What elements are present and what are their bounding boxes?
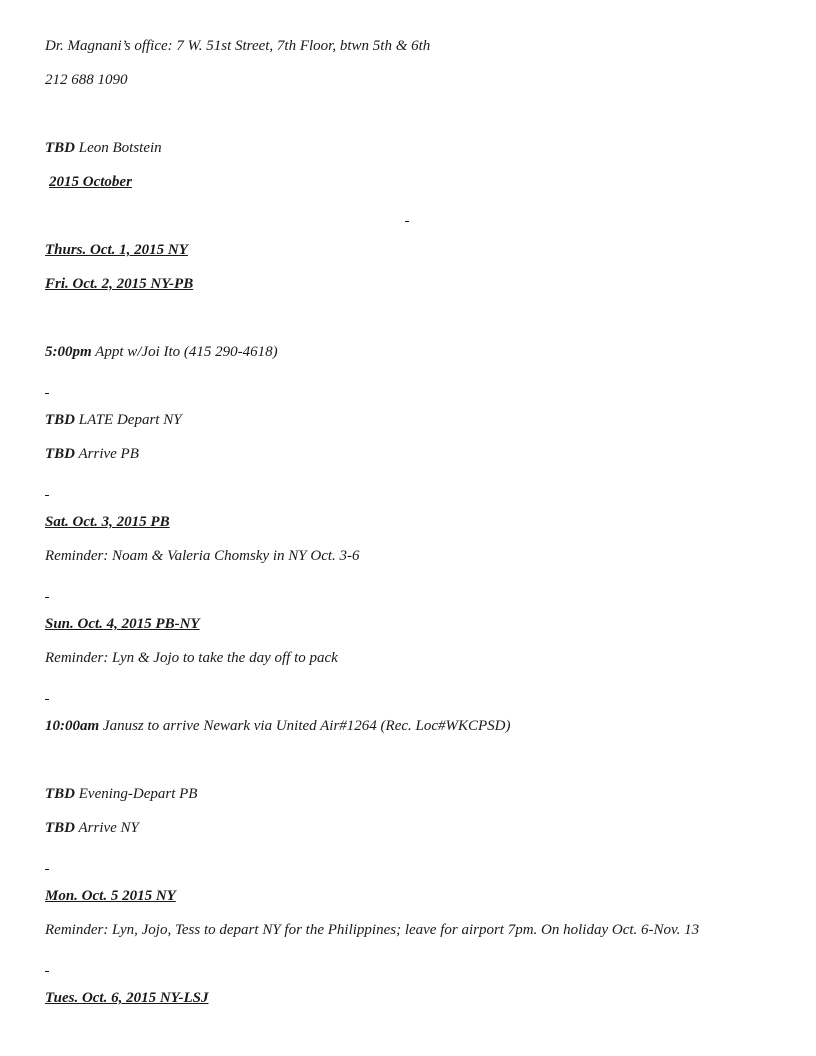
day-heading-oct3: Sat. Oct. 3, 2015 PB <box>45 514 170 530</box>
entry-text: Leon Botstein <box>78 140 162 156</box>
entry-text: Janusz to arrive Newark via United Air#1264 (Rec. Loc#WKCPSD) <box>102 718 511 734</box>
office-phone: 212 688 1090 <box>45 72 128 88</box>
entry-time: TBD <box>45 412 75 428</box>
entry-time: TBD <box>45 140 75 156</box>
entry-depart-pb <box>45 785 197 803</box>
entry-time: 10:00am <box>45 718 100 734</box>
blank-mark <box>45 869 49 870</box>
entry-joi-ito <box>45 343 278 361</box>
blank-mark <box>45 699 49 700</box>
entry-arrive-ny <box>45 819 139 837</box>
entry-text: LATE Depart NY <box>78 412 182 428</box>
entry-arrive-pb <box>45 445 139 463</box>
blank-mark <box>45 393 49 394</box>
reminder-pack: Reminder: Lyn & Jojo to take the day off to pack <box>45 650 338 666</box>
day-heading-oct4: Sun. Oct. 4, 2015 PB-NY <box>45 616 200 632</box>
entry-botstein <box>45 139 162 157</box>
entry-text: Evening-Depart PB <box>78 786 198 802</box>
day-heading-oct2: Fri. Oct. 2, 2015 NY-PB <box>45 276 194 292</box>
entry-janusz <box>45 717 511 735</box>
entry-text: Arrive PB <box>78 446 139 462</box>
reminder-chomsky: Reminder: Noam & Valeria Chomsky in NY Oct. 3-6 <box>45 548 360 564</box>
blank-mark <box>45 495 49 496</box>
entry-time: TBD <box>45 820 75 836</box>
entry-text: Arrive NY <box>78 820 139 836</box>
day-heading-oct6: Tues. Oct. 6, 2015 NY-LSJ <box>45 990 209 1006</box>
entry-time: TBD <box>45 446 75 462</box>
reminder-philippines: Reminder: Lyn, Jojo, Tess to depart NY for the Philippines; leave for airport 7pm. On holiday Oct. 6-Nov. 13 <box>45 922 700 938</box>
day-heading-oct5: Mon. Oct. 5 2015 NY <box>45 888 176 904</box>
entry-time: 5:00pm <box>45 344 92 360</box>
blank-mark <box>45 971 49 972</box>
entry-depart-ny <box>45 411 182 429</box>
day-heading-oct1: Thurs. Oct. 1, 2015 NY <box>45 242 188 258</box>
blank-mark <box>45 597 49 598</box>
entry-time: TBD <box>45 786 75 802</box>
office-address: Dr. Magnani’s office: 7 W. 51st Street, 7th Floor, btwn 5th & 6th <box>45 38 431 54</box>
month-heading: 2015 October <box>49 174 132 190</box>
entry-text: Appt w/Joi Ito (415 290-4618) <box>95 344 278 360</box>
blank-mark <box>405 221 409 222</box>
